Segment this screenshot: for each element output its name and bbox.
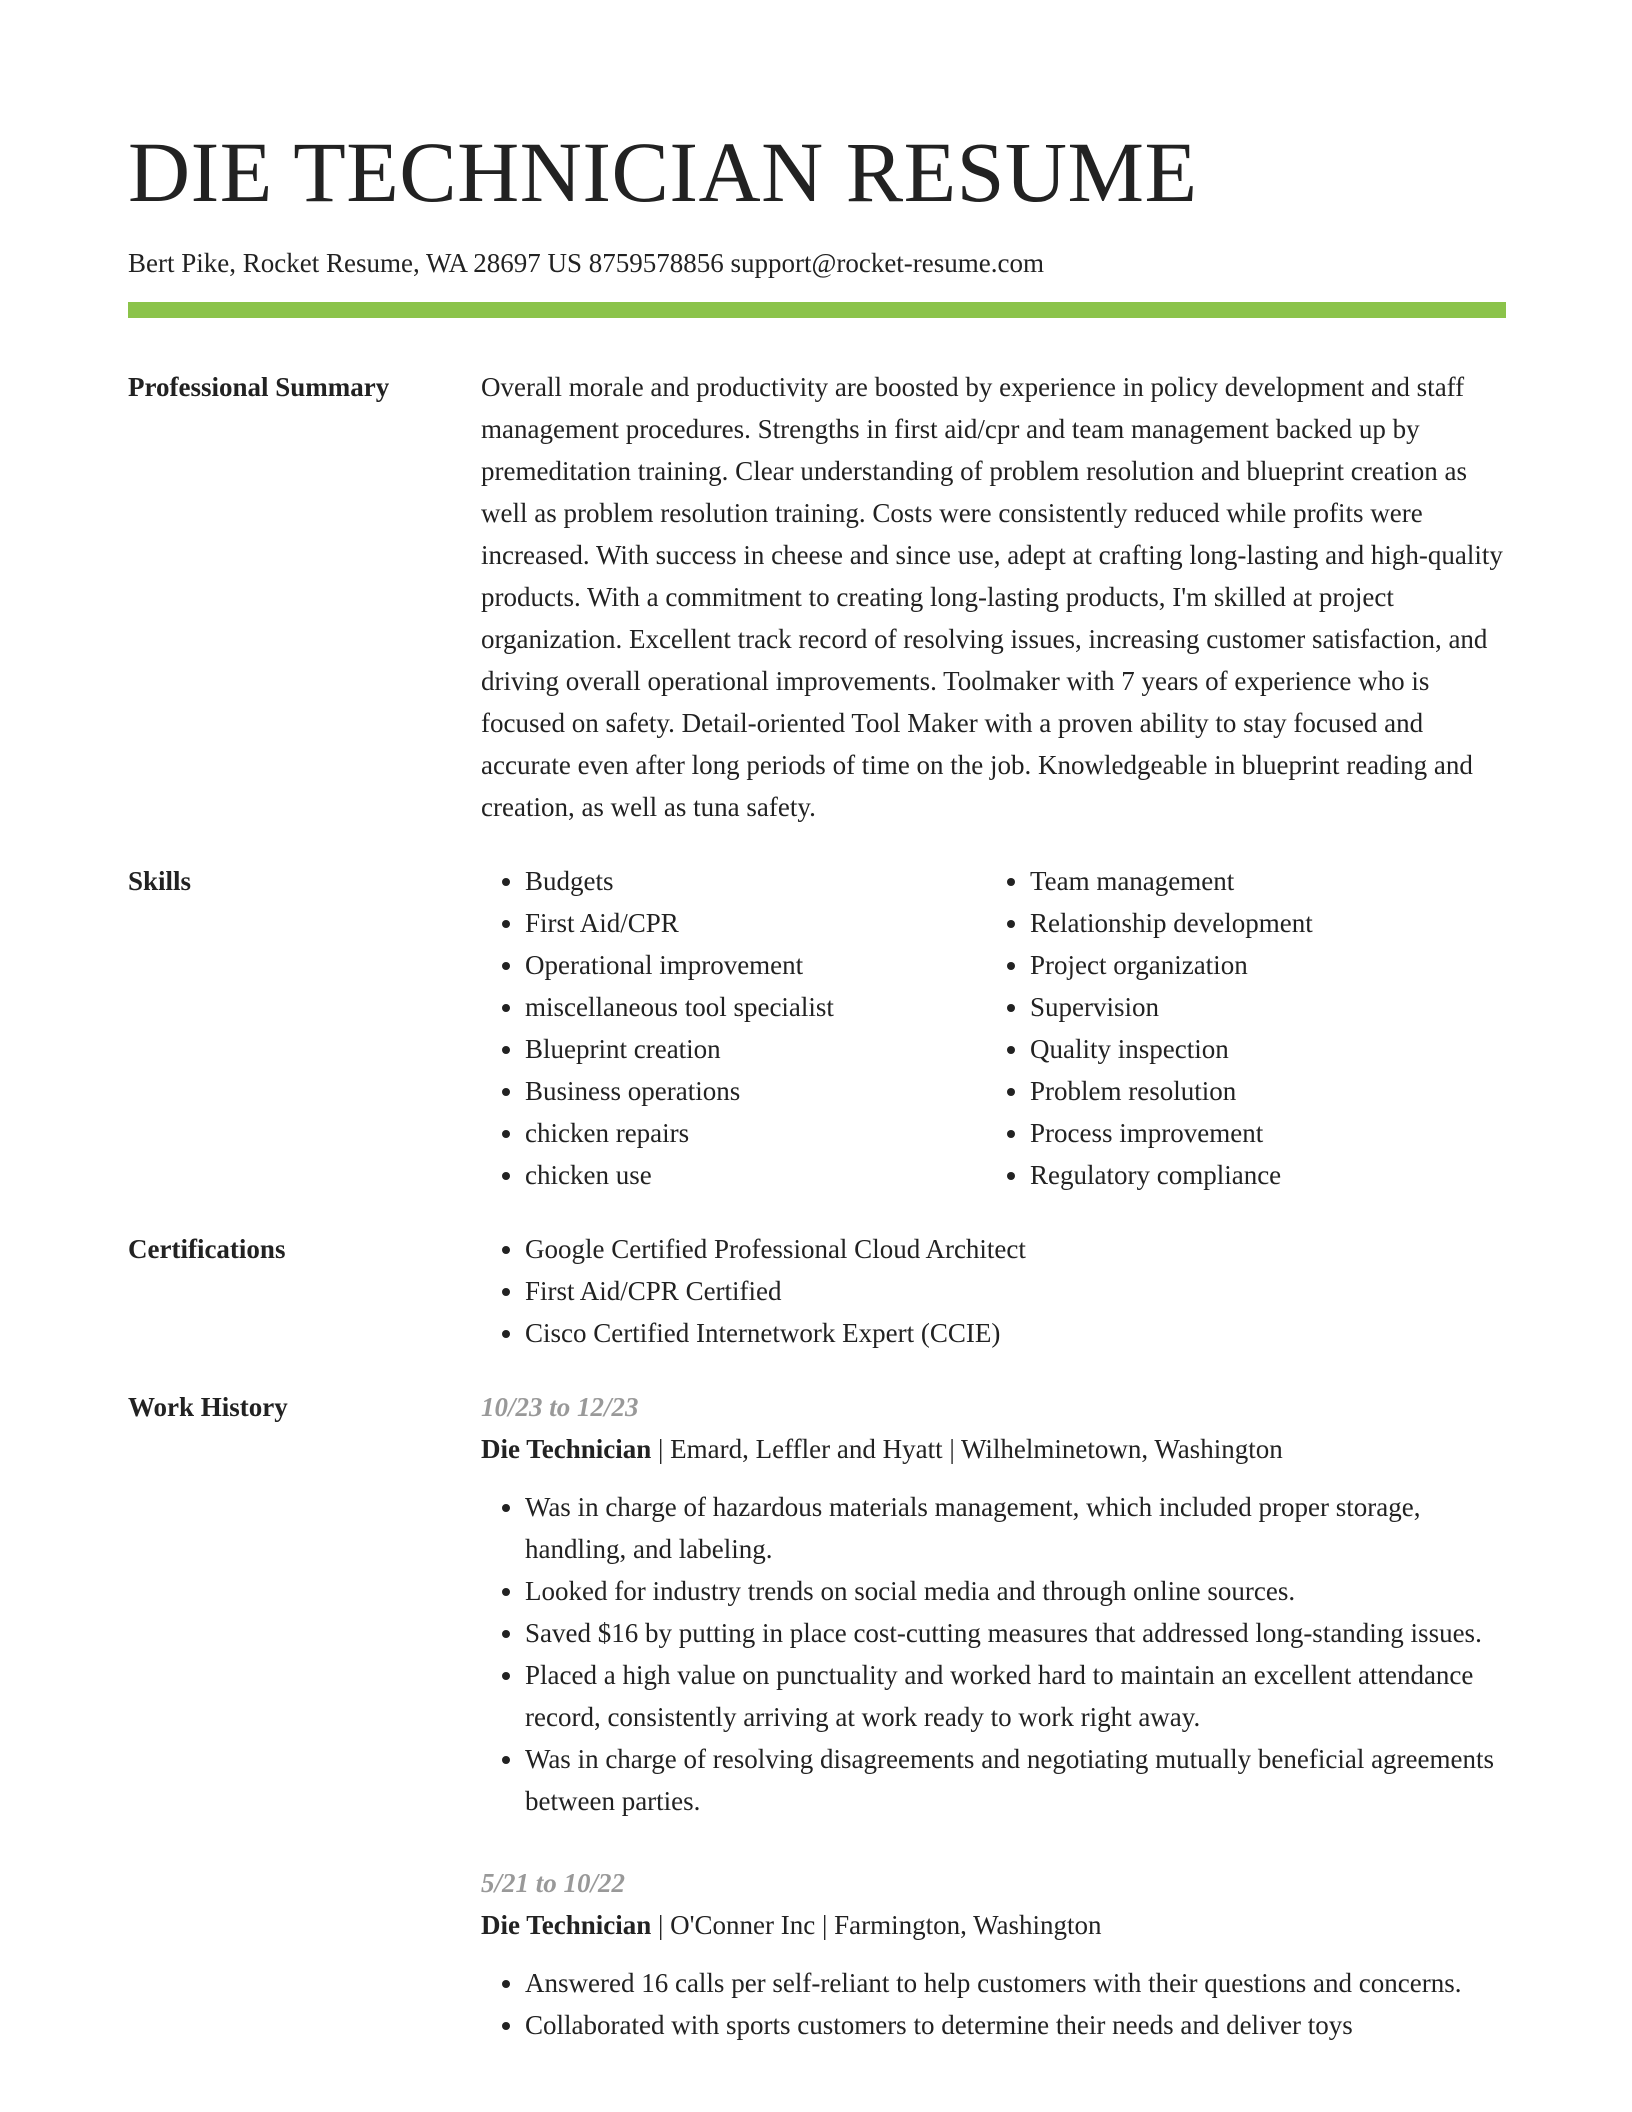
skill-item: • Project organization [1030,944,1491,986]
job-bullets [481,1962,1506,2046]
skill-item: • Blueprint creation [525,1028,986,1070]
contact-line: Bert Pike, Rocket Resume, WA 28697 US 8759578856 support@rocket-resume.com [128,248,1044,278]
job-bullet: • Collaborated with sports customers to determine their needs and deliver toys [525,2004,1506,2046]
job-heading [481,1904,1506,1946]
certification-item: • Google Certified Professional Cloud Architect [525,1228,1506,1270]
skill-item: • Operational improvement [525,944,986,986]
job-entry [481,1386,1506,1822]
resume-page [128,0,1506,2046]
job-bullet: • Looked for industry trends on social media and through online sources. [525,1570,1506,1612]
section-label-work-history: Work History [128,1392,288,1422]
skill-item: • Team management [1030,860,1491,902]
job-bullets [481,1486,1506,1822]
summary-section [128,366,1506,828]
skill-item: • miscellaneous tool specialist [525,986,986,1028]
skills-list-left [481,860,986,1196]
summary-text: Overall morale and productivity are boosted by experience in policy development and staff management procedures. Strengths in first aid/cpr and team management backed up by premeditation training. Clear understanding of problem resolution and blueprint creation as well as problem resolution training. Costs were consistently reduced while profits were increased. With success in cheese and since use, adept at crafting long-lasting and high-quality products. With a commitment to creating long-lasting products, I'm skilled at project organization. Excellent track record of resolving issues, increasing customer satisfaction, and driving overall operational improvements. Toolmaker with 7 years of experience who is focused on safety. Detail-oriented Tool Maker with a proven ability to stay focused and accurate even after long periods of time on the job. Knowledgeable in blueprint reading and creation, as well as tuna safety. [481,372,1503,822]
skill-item: • Process improvement [1030,1112,1491,1154]
job-heading [481,1428,1506,1470]
skill-item: • Quality inspection [1030,1028,1491,1070]
job-title: Die Technician [481,1910,652,1940]
certifications-body [481,1228,1506,1354]
section-label-certifications: Certifications [128,1234,286,1264]
resume-title: DIE TECHNICIAN RESUME [128,124,1198,220]
accent-divider [128,302,1506,318]
job-dates: 5/21 to 10/22 [481,1868,626,1898]
skill-item: • Business operations [525,1070,986,1112]
skill-item: • Supervision [1030,986,1491,1028]
skill-item: • Regulatory compliance [1030,1154,1491,1196]
job-details: | Emard, Leffler and Hyatt | Wilhelminetown, Washington [651,1434,1283,1464]
certifications-list [481,1228,1506,1354]
job-bullet: • Was in charge of resolving disagreements and negotiating mutually beneficial agreements between parties. [525,1738,1506,1822]
skill-item: • First Aid/CPR [525,902,986,944]
job-entry [481,1862,1506,2046]
job-bullet: • Saved $16 by putting in place cost-cutting measures that addressed long-standing issues. [525,1612,1506,1654]
certification-item: • Cisco Certified Internetwork Expert (CCIE) [525,1312,1506,1354]
job-dates: 10/23 to 12/23 [481,1392,639,1422]
skills-list-right [986,860,1491,1196]
job-bullet: • Was in charge of hazardous materials management, which included proper storage, handling, and labeling. [525,1486,1506,1570]
section-label-summary: Professional Summary [128,372,390,402]
section-label-skills: Skills [128,866,192,896]
job-bullet: • Placed a high value on punctuality and worked hard to maintain an excellent attendance record, consistently arriving at work ready to work right away. [525,1654,1506,1738]
job-details: | O'Conner Inc | Farmington, Washington [651,1910,1102,1940]
job-title: Die Technician [481,1434,652,1464]
skill-item: • chicken use [525,1154,986,1196]
skill-item: • chicken repairs [525,1112,986,1154]
certifications-section [128,1228,1506,1354]
skills-body [481,860,1506,1196]
skill-item: • Relationship development [1030,902,1491,944]
certification-item: • First Aid/CPR Certified [525,1270,1506,1312]
work-history-body [481,1386,1506,2046]
job-bullet: • Answered 16 calls per self-reliant to help customers with their questions and concerns. [525,1962,1506,2004]
skills-section [128,860,1506,1196]
skill-item: • Budgets [525,860,986,902]
skill-item: • Problem resolution [1030,1070,1491,1112]
work-history-section [128,1386,1506,2046]
